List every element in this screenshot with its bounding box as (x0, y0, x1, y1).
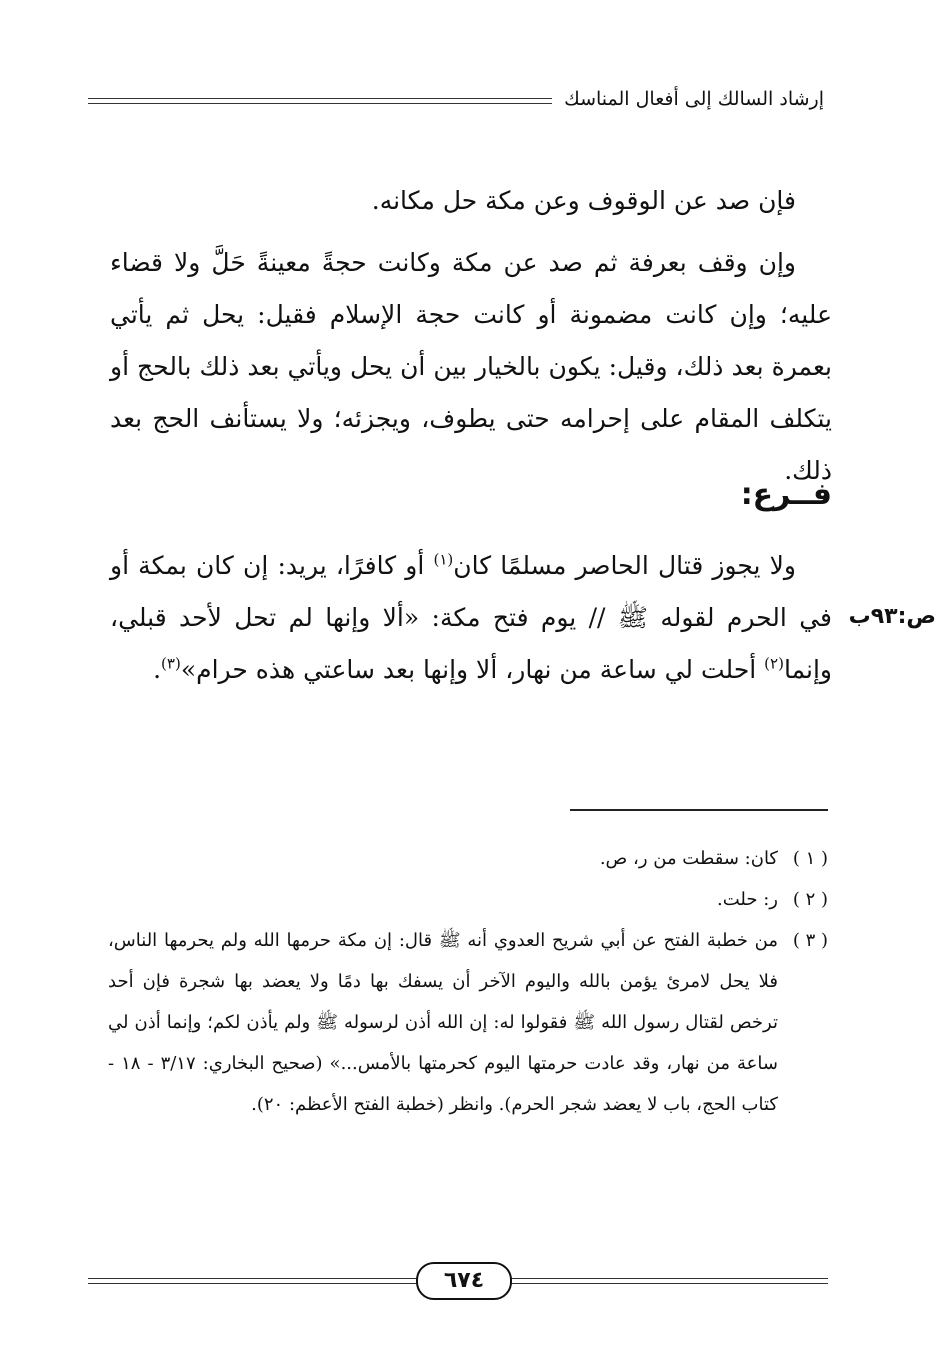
footnote-number: ( ٢ ) (792, 889, 828, 910)
footnote-number: ( ٣ ) (792, 930, 828, 951)
section-text-part-1: ولا يجوز قتال الحاصر مسلمًا كان (453, 551, 796, 580)
section-text-part-2: أو كافرًا، يريد: إن كان بمكة أو في الحرم لقوله ﷺ // يوم فتح مكة: «ألا وإنها لم تحل لأحد قبلي، وإنما (110, 551, 832, 684)
footnote-number: ( ١ ) (792, 848, 828, 869)
footnote-text: من خطبة الفتح عن أبي شريح العدوي أنه ﷺ قال: إن مكة حرمها الله ولم يحرمها الناس، فلا يحل لامرئ يؤمن بالله واليوم الآخر أن يسفك بها دمًا ولا يعضد بها شجرة فإن أحد ترخص لقتال رسول الله ﷺ فقولوا له: إن الله أذن لرسوله ﷺ ولم يأذن لكم؛ وإنما أذن لي ساعة من نهار، وقد عادت حرمتها اليوم كحرمتها بالأمس...» (صحيح البخاري: ٣/١٧ - ١٨ - كتاب الحج، باب لا يعضد شجر الحرم). وانظر (خطبة الفتح الأعظم: ٢٠). (108, 930, 778, 1115)
section-heading: فــرع: (740, 477, 832, 512)
paragraph-2: وإن وقف بعرفة ثم صد عن مكة وكانت حجةً معينةً حَلَّ ولا قضاء عليه؛ وإن كانت مضمونة أو كانت حجة الإسلام فقيل: يحل ثم يأتي بعمرة بعد ذلك، وقيل: يكون بالخيار بين أن يحل ويأتي بعد ذلك بالحج أو يتكلف المقام على إحرامه حتى يطوف، ويجزئه؛ ولا يستأنف الحج بعد ذلك. (110, 248, 832, 485)
folio-rule-left (88, 1278, 418, 1284)
header-double-rule (88, 98, 552, 104)
footnote-ref-1: (١) (433, 550, 454, 569)
footnote-separator (570, 809, 828, 811)
footnote-ref-2: (٢) (764, 654, 784, 673)
running-header (88, 84, 824, 114)
header-title: إرشاد السالك إلى أفعال المناسك (564, 88, 824, 110)
footnote-text: كان: سقطت من ر، ص. (599, 848, 778, 869)
paragraph-1: فإن صد عن الوقوف وعن مكة حل مكانه. (371, 186, 796, 215)
folio-rule-right (508, 1278, 828, 1284)
section-text-part-4: . (153, 655, 162, 684)
footnote-1 (108, 838, 828, 879)
section-text-part-3: أحلت لي ساعة من نهار، ألا وإنها بعد ساعتي هذه حرام» (180, 655, 765, 684)
main-text (110, 175, 832, 497)
footnote-2 (108, 879, 828, 920)
footnote-ref-3: (٣) (161, 654, 181, 673)
page-number: ٦٧٤ (416, 1262, 512, 1300)
section-body (110, 540, 832, 696)
manuscript-margin-note: ص:٩٣ب (848, 604, 936, 629)
footnote-3 (108, 920, 828, 1125)
footnotes (108, 838, 828, 1125)
section-paragraph (110, 540, 832, 696)
footnote-text: ر: حلت. (717, 889, 778, 910)
